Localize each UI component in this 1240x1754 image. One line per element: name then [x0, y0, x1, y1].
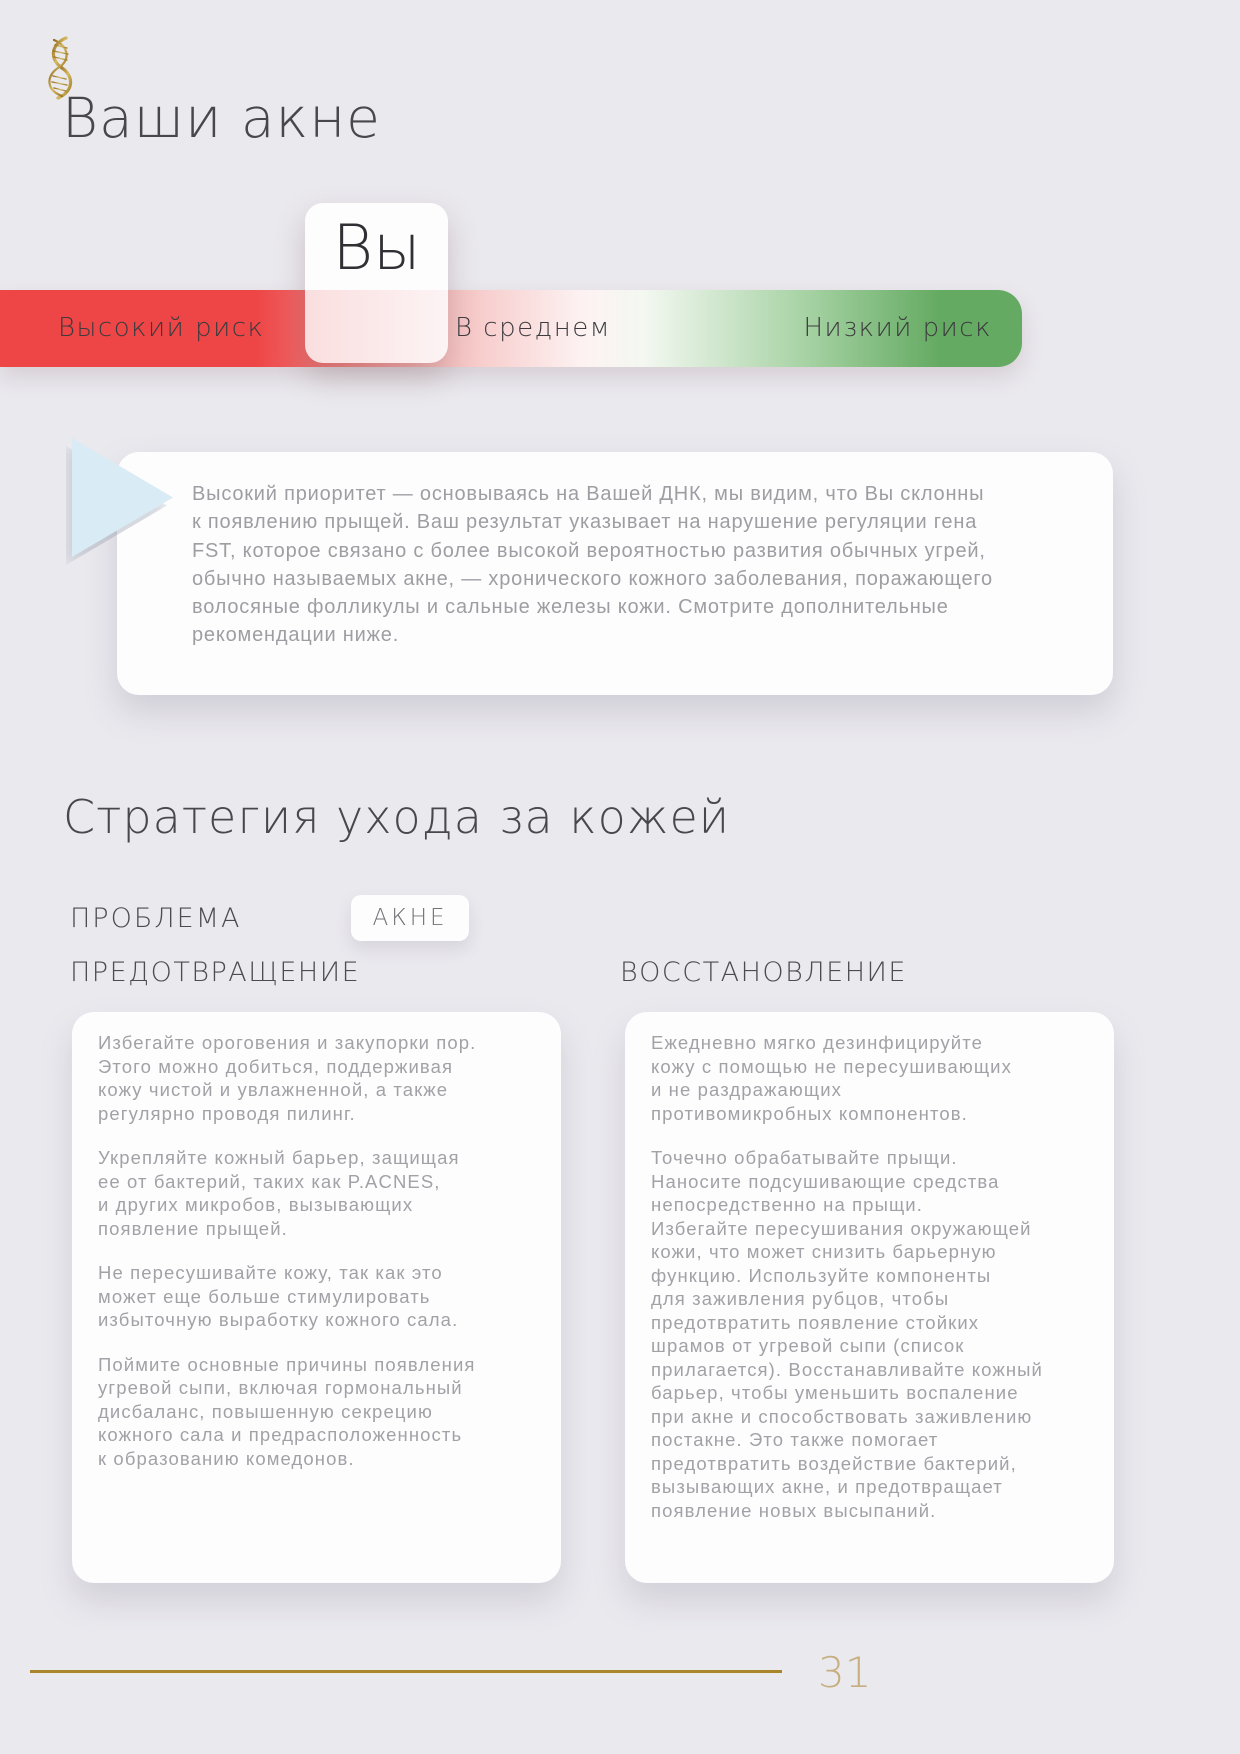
prevention-card-text — [72, 1012, 561, 1470]
text-line: избыточную выработку кожного сала. — [98, 1309, 459, 1330]
text-line: Избегайте ороговения и закупорки пор. — [98, 1032, 477, 1053]
text-line: вызывающих акне, и предотвращает — [651, 1476, 1003, 1497]
section-title: Стратегия ухода за кожей — [63, 790, 731, 844]
text-line: рекомендации ниже. — [192, 624, 400, 647]
text-line: Высокий приоритет — основываясь на Вашей ДНК, мы видим, что Вы склонны — [192, 483, 985, 505]
text-line: для заживления рубцов, чтобы — [651, 1288, 950, 1309]
risk-marker-label: Вы — [332, 211, 421, 284]
text-line: Не пересушивайте кожу, так как это — [98, 1262, 443, 1283]
text-line: появление новых высыпаний. — [651, 1499, 937, 1521]
paragraph — [98, 1031, 537, 1125]
risk-label-average: В среднем — [455, 313, 611, 343]
text-line: дисбаланс, повышенную секрецию — [98, 1400, 433, 1422]
column-header-prevention: ПРЕДОТВРАЩЕНИЕ — [70, 957, 361, 988]
paragraph — [98, 1353, 537, 1471]
text-line: Точечно обрабатывайте прыщи. — [651, 1147, 958, 1168]
text-line: шрамов от угревой сыпи (список — [651, 1335, 965, 1356]
text-line: при акне и способствовать заживлению — [651, 1405, 1033, 1427]
text-line: к появлению прыщей. Ваш результат указывает на нарушение регуляции гена — [192, 511, 978, 534]
text-line: регулярно проводя пилинг. — [98, 1102, 356, 1124]
text-line: Избегайте пересушивания окружающей — [651, 1217, 1032, 1239]
text-line: Укрепляйте кожный барьер, защищая — [98, 1147, 460, 1168]
text-line: Этого можно добиться, поддерживая — [98, 1055, 454, 1077]
text-line: FST, которое связано с более высокой вероятностью развития обычных угрей, — [192, 539, 986, 562]
text-line: Наносите подсушивающие средства — [651, 1170, 1000, 1192]
text-line: предотвратить воздействие бактерий, — [651, 1452, 1017, 1474]
text-line: угревой сыпи, включая гормональный — [98, 1377, 463, 1398]
text-line: функцию. Используйте компоненты — [651, 1264, 992, 1286]
page-title: Ваши акне — [62, 86, 381, 150]
paragraph — [98, 1146, 537, 1240]
text-line: и других микробов, вызывающих — [98, 1194, 414, 1215]
paragraph — [651, 1146, 1090, 1522]
risk-marker-card — [305, 203, 448, 363]
problem-label: ПРОБЛЕМА — [70, 903, 242, 934]
text-line: постакне. Это также помогает — [651, 1429, 939, 1450]
text-line: кожи, что может снизить барьерную — [651, 1241, 997, 1262]
text-line: кожного сала и предрасположенность — [98, 1424, 463, 1445]
risk-label-low: Низкий риск — [803, 313, 992, 343]
text-line: непосредственно на прыщи. — [651, 1194, 923, 1215]
problem-value-badge: АКНЕ — [351, 895, 469, 941]
page-number: 31 — [818, 1648, 872, 1697]
risk-label-high: Высокий риск — [58, 313, 265, 343]
text-line: противомикробных компонентов. — [651, 1102, 968, 1124]
text-line: и не раздражающих — [651, 1079, 842, 1100]
text-line: кожу с помощью не пересушивающих — [651, 1055, 1012, 1077]
text-line: ее от бактерий, таких как P.ACNES, — [98, 1170, 441, 1192]
text-line: волосяные фолликулы и сальные железы кожи. Смотрите дополнительные — [192, 596, 949, 619]
prevention-card — [72, 1012, 561, 1583]
recovery-card — [625, 1012, 1114, 1583]
risk-gradient-bar — [0, 290, 1022, 367]
text-line: к образованию комедонов. — [98, 1447, 355, 1469]
text-line: прилагается). Восстанавливайте кожный — [651, 1358, 1043, 1380]
paragraph — [98, 1261, 537, 1332]
text-line: Ежедневно мягко дезинфицируйте — [651, 1032, 983, 1053]
priority-note-card — [117, 452, 1113, 695]
text-line: предотвратить появление стойких — [651, 1311, 980, 1333]
priority-note-text — [192, 480, 1073, 650]
text-line: появление прыщей. — [98, 1217, 288, 1239]
text-line: кожу чистой и увлажненной, а также — [98, 1079, 449, 1100]
recovery-card-text — [625, 1012, 1114, 1522]
paragraph — [651, 1031, 1090, 1125]
text-line: может еще больше стимулировать — [98, 1285, 431, 1307]
risk-marker-tint — [305, 290, 448, 363]
column-header-recovery: ВОССТАНОВЛЕНИЕ — [620, 957, 907, 988]
text-line: обычно называемых акне, — хронического кожного заболевания, поражающего — [192, 567, 993, 590]
footer-divider — [30, 1670, 782, 1673]
text-line: Поймите основные причины появления — [98, 1353, 476, 1375]
text-line: барьер, чтобы уменьшить воспаление — [651, 1382, 1019, 1403]
